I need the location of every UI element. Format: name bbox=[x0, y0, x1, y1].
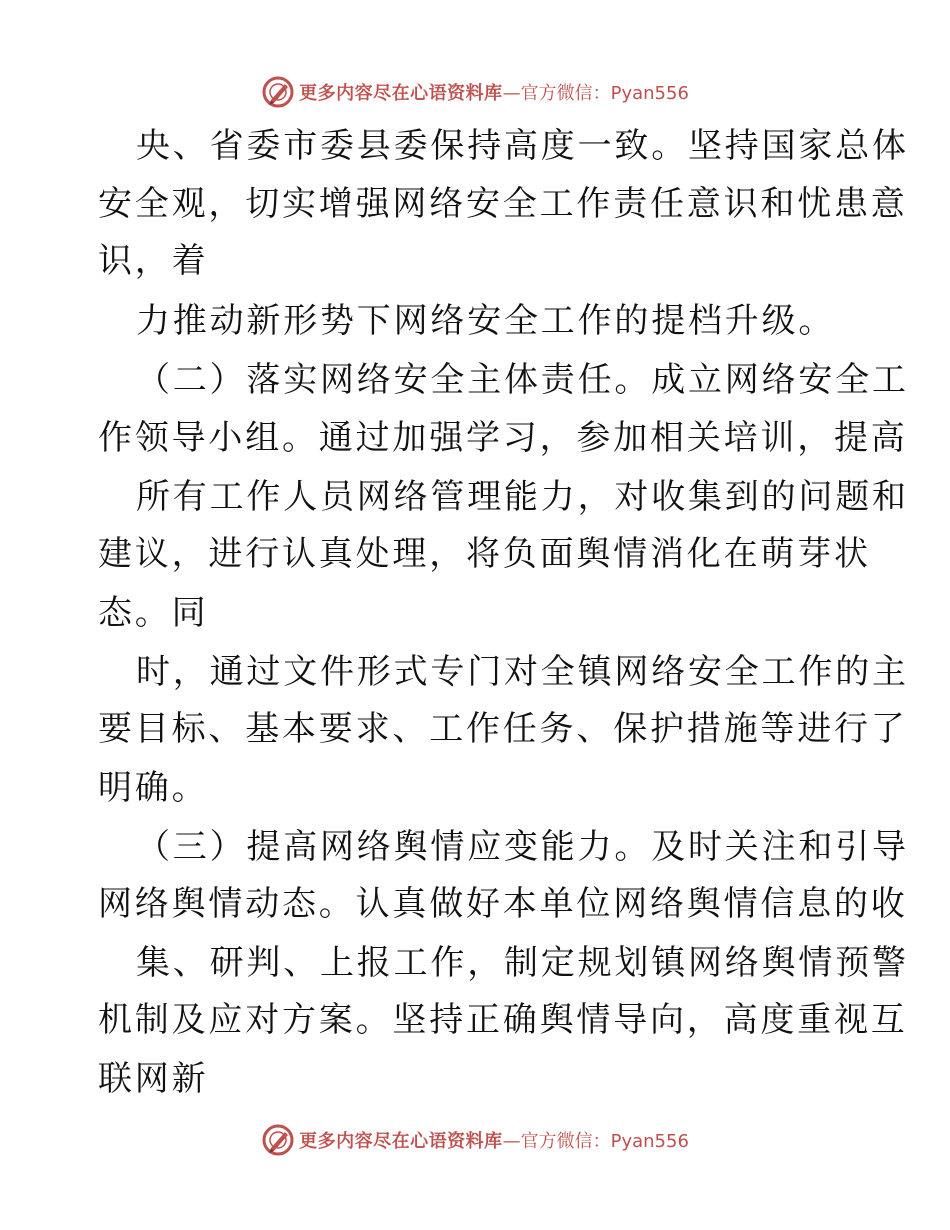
body-line-8: 建议，进行认真处理，将负面舆情消化在萌芽状 bbox=[98, 534, 871, 574]
body-line-13: （三）提高网络舆情应变能力。及时关注和引导 bbox=[136, 827, 909, 867]
body-line-14: 网络舆情动态。认真做好本单位网络舆情信息的收 bbox=[98, 884, 908, 924]
pen-logo-icon bbox=[261, 75, 295, 109]
body-line-2: 安全观，切实增强网络安全工作责任意识和忧患意 bbox=[98, 184, 908, 224]
body-line-7: 所有工作人员网络管理能力，对收集到的问题和 bbox=[136, 477, 909, 517]
body-line-15: 集、研判、上报工作，制定规划镇网络舆情预警 bbox=[136, 943, 909, 983]
watermark-contact-text: —官方微信：Pyan556 bbox=[502, 83, 689, 104]
body-line-4: 力推动新形势下网络安全工作的提档升级。 bbox=[136, 301, 836, 341]
body-line-1: 央、省委市委县委保持高度一致。坚持国家总体 bbox=[136, 126, 909, 166]
body-line-10: 时，通过文件形式专门对全镇网络安全工作的主 bbox=[136, 652, 909, 692]
watermark-site-text: 更多内容尽在心语资料库 bbox=[299, 1131, 503, 1152]
body-line-11: 要目标、基本要求、工作任务、保护措施等进行了 bbox=[98, 709, 908, 749]
body-line-9: 态。同 bbox=[98, 593, 209, 633]
body-line-17: 联网新 bbox=[98, 1059, 209, 1099]
watermark-contact-text: —官方微信：Pyan556 bbox=[502, 1131, 689, 1152]
header-watermark bbox=[0, 72, 950, 112]
body-line-3: 识，着 bbox=[98, 241, 209, 281]
footer-watermark bbox=[0, 1120, 950, 1160]
pen-logo-icon bbox=[261, 1123, 295, 1157]
body-line-12: 明确。 bbox=[98, 768, 209, 808]
body-line-5: （二）落实网络安全主体责任。成立网络安全工 bbox=[136, 360, 909, 400]
body-line-16: 机制及应对方案。坚持正确舆情导向，高度重视互 bbox=[98, 1000, 908, 1040]
body-line-6: 作领导小组。通过加强学习，参加相关培训，提高 bbox=[98, 418, 908, 458]
watermark-site-text: 更多内容尽在心语资料库 bbox=[299, 83, 503, 104]
